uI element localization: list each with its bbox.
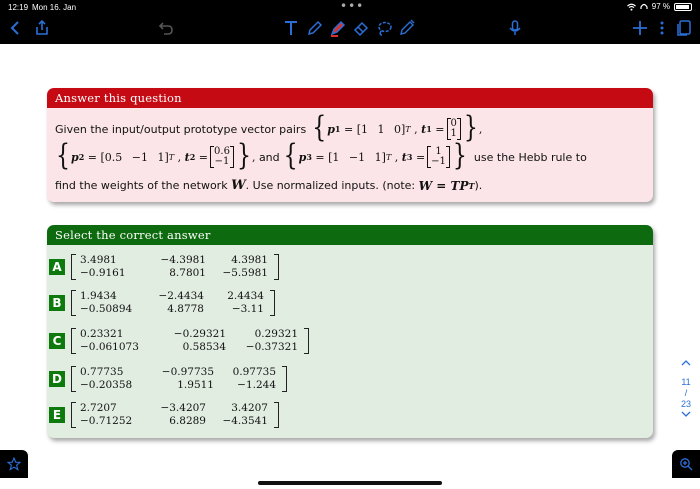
home-indicator[interactable]: [258, 481, 442, 485]
option-letter[interactable]: A: [49, 259, 65, 275]
p1-symbol: p: [327, 122, 335, 136]
back-icon[interactable]: [6, 18, 26, 38]
add-icon[interactable]: [630, 18, 650, 38]
text-tool-icon[interactable]: [281, 18, 301, 38]
option-letter[interactable]: E: [49, 407, 65, 423]
question-line-1: Given the input/output prototype vector pairs { p 1 = [1 1 0] T , t 1 = 0 1 } ,: [55, 112, 483, 145]
answer-header: Select the correct answer: [47, 225, 653, 245]
more-icon[interactable]: [652, 18, 672, 38]
answer-option-d[interactable]: [47, 363, 287, 395]
weight-symbol: W: [231, 178, 246, 193]
question-line-3: find the weights of the network W . Use normalized inputs. (note: W = TP T ).: [55, 178, 483, 193]
zoom-icon[interactable]: [672, 450, 700, 478]
p1-subscript: 1: [334, 124, 341, 134]
answer-matrix: 1.9434 −2.4434 2.4434 −0.50894 4.8778 −3.11: [71, 290, 275, 316]
total-pages: 23: [680, 399, 691, 409]
microphone-icon[interactable]: [505, 18, 525, 38]
answer-matrix: 0.77735 −0.97735 0.97735 −0.20358 1.9511 −1.244: [71, 366, 287, 392]
page-down-icon[interactable]: [676, 410, 696, 421]
headphones-icon: [640, 3, 648, 11]
t2-vector: 0.6 −1: [210, 146, 234, 168]
t3-vector: 1 −1: [427, 146, 450, 168]
top-toolbar: [0, 0, 700, 44]
page-up-icon[interactable]: [676, 358, 696, 369]
status-time: 12:19: [8, 3, 29, 12]
answer-matrix: 0.23321 −0.29321 0.29321 −0.061073 0.58534 −0.37321: [71, 328, 309, 354]
status-date: Mon 16. Jan: [32, 3, 77, 12]
pen-icon[interactable]: [305, 18, 325, 38]
page-navigator: [676, 358, 696, 421]
t1-symbol: t: [421, 122, 427, 136]
question-header: Answer this question: [47, 88, 653, 108]
answer-matrix: 2.7207 −3.4207 3.4207 −0.71252 6.8289 −4.3541: [71, 402, 279, 428]
p1-vector: [1 1 0]: [356, 122, 406, 136]
status-indicators: [627, 2, 692, 11]
close-brace: }: [463, 112, 478, 145]
answer-option-c[interactable]: [47, 325, 309, 357]
p2-vector: [0.5 −1 1]: [100, 150, 169, 164]
option-letter[interactable]: C: [49, 333, 65, 349]
question-line-2: { p 2 = [0.5 −1 1] T , t 2 = 0.6 −1 } , and { p 3 = [1 −1 1] T , t 3 = 1 −1 } use the Hebb rule to: [56, 140, 587, 173]
favorite-icon[interactable]: [0, 450, 28, 478]
answer-matrix: 3.4981 −4.3981 4.3981 −0.9161 8.7801 −5.5981: [71, 254, 279, 280]
and-text: and: [258, 150, 280, 164]
p3-vector: [1 −1 1]: [328, 150, 386, 164]
share-icon[interactable]: [32, 18, 52, 38]
question-intro: Given the input/output prototype vector pairs: [55, 122, 307, 136]
question-card: [47, 88, 653, 202]
option-letter[interactable]: B: [49, 295, 65, 311]
shape-icon[interactable]: [397, 18, 417, 38]
t1-subscript: 1: [426, 124, 432, 134]
hebb-formula: W = TP: [418, 178, 469, 193]
answer-option-b[interactable]: [47, 287, 275, 319]
answer-card: [47, 225, 653, 438]
t1-vector: 0 1: [447, 118, 461, 140]
undo-icon[interactable]: [156, 18, 176, 38]
page-separator: /: [684, 388, 688, 398]
current-page: 11: [681, 377, 691, 387]
wifi-icon: [627, 3, 636, 11]
battery-icon: [674, 3, 692, 11]
answer-option-a[interactable]: [47, 251, 279, 283]
question-hebb-text: use the Hebb rule to: [473, 150, 587, 164]
option-letter[interactable]: D: [49, 371, 65, 387]
highlighter-icon[interactable]: [328, 18, 348, 38]
open-brace: {: [312, 112, 327, 145]
lasso-icon[interactable]: [374, 18, 394, 38]
pages-icon[interactable]: [674, 18, 694, 38]
answer-option-e[interactable]: [47, 399, 279, 431]
eraser-icon[interactable]: [351, 18, 371, 38]
multitask-dots-icon[interactable]: •••: [340, 0, 365, 13]
battery-percent: 97 %: [651, 2, 670, 11]
